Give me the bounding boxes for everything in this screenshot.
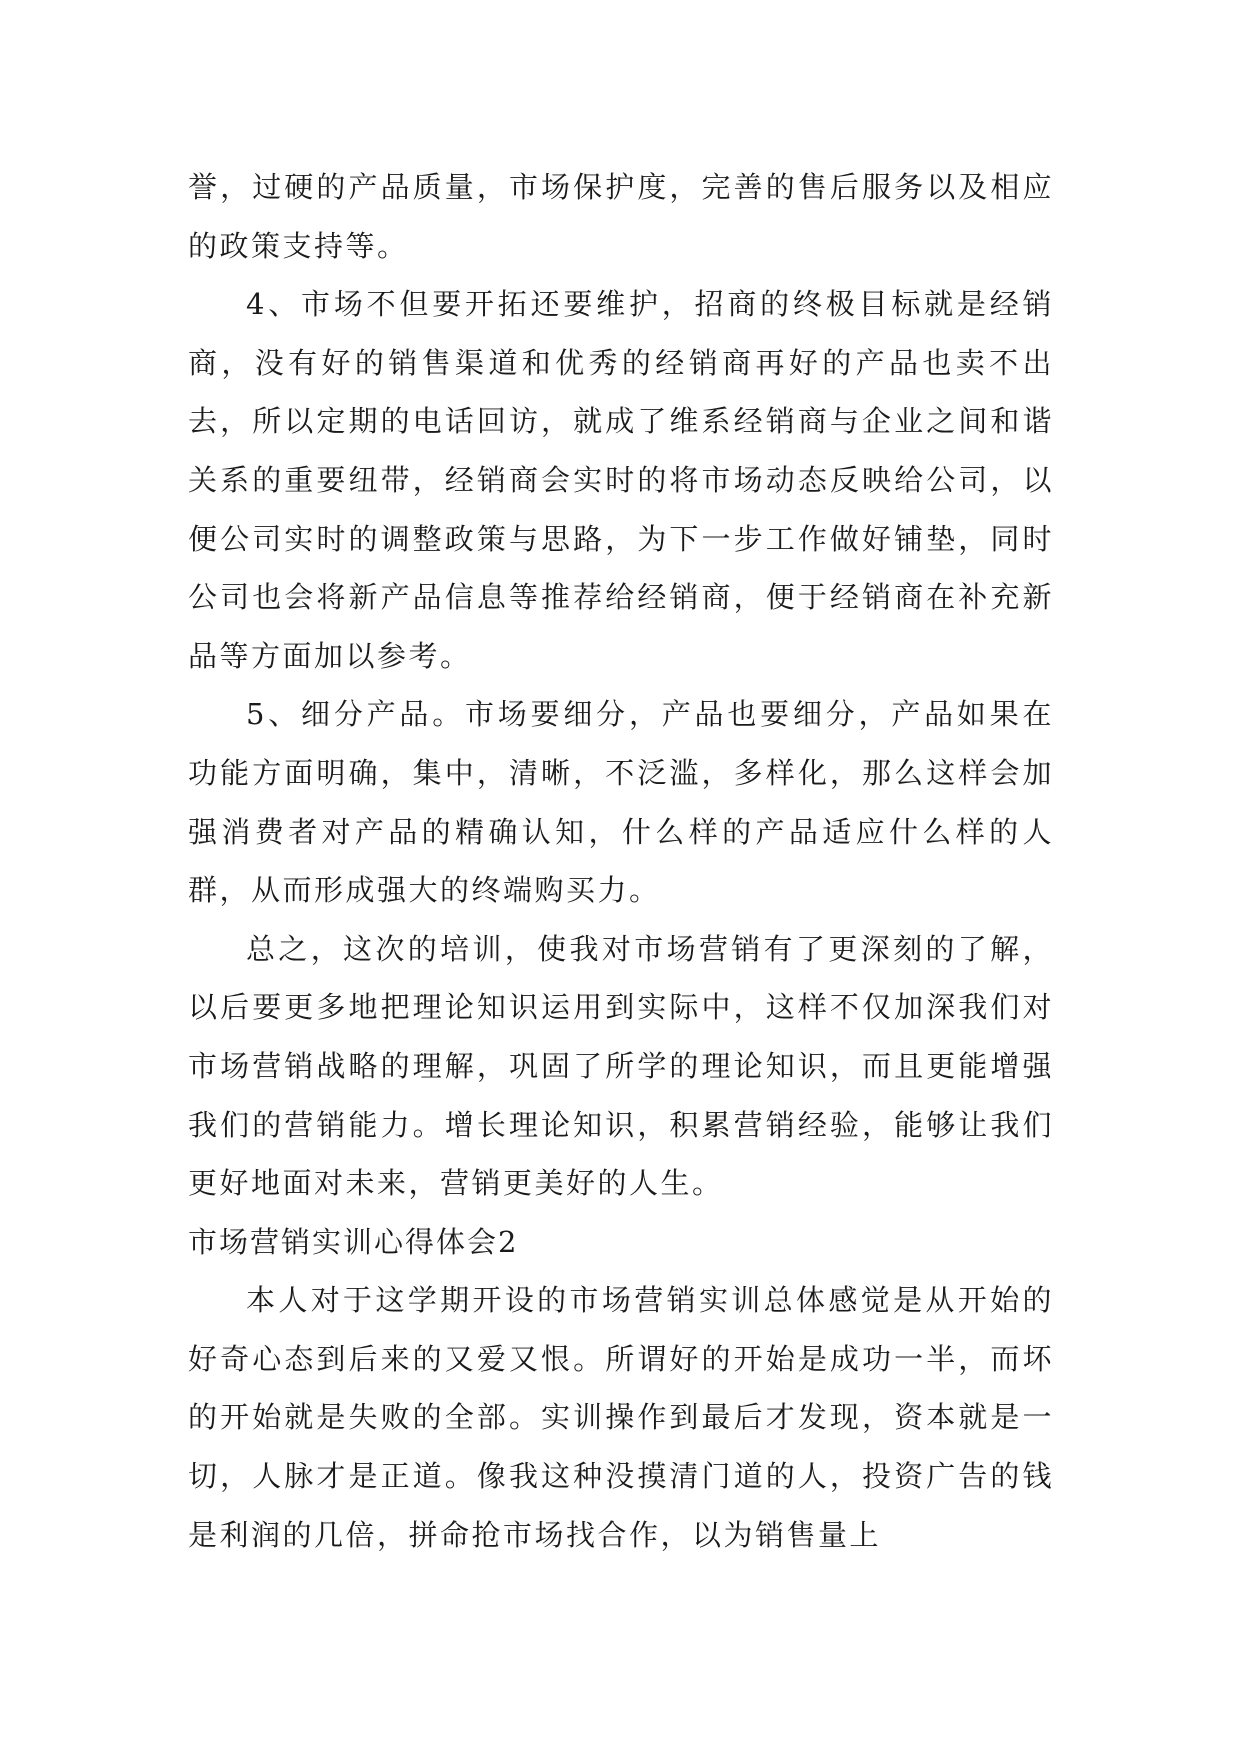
paragraph-point-4: 4、市场不但要开拓还要维护，招商的终极目标就是经销商，没有好的销售渠道和优秀的经销商再好的产品也卖不出去，所以定期的电话回访，就成了维系经销商与企业之间和谐关系的重要纽带，经销商会实时的将市场动态反映给公司，以便公司实时的调整政策与思路，为下一步工作做好铺垫，同时公司也会将新产品信息等推荐给经销商，便于经销商在补充新品等方面加以参考。	[188, 287, 1054, 673]
section-heading: 市场营销实训心得体会2	[188, 1224, 519, 1259]
paragraph-point-5: 5、细分产品。市场要细分，产品也要细分，产品如果在功能方面明确，集中，清晰，不泛滥，多样化，那么这样会加强消费者对产品的精确认知，什么样的产品适应什么样的人群，从而形成强大的终端购买力。	[188, 697, 1054, 908]
document-body	[188, 158, 1054, 1564]
paragraph-section2-intro: 本人对于这学期开设的市场营销实训总体感觉是从开始的好奇心态到后来的又爱又恨。所谓好的开始是成功一半，而坏的开始就是失败的全部。实训操作到最后才发现，资本就是一切，人脉才是正道。像我这种没摸清门道的人，投资广告的钱是利润的几倍，拼命抢市场找合作，以为销售量上	[188, 1283, 1054, 1552]
paragraph-conclusion: 总之，这次的培训，使我对市场营销有了更深刻的了解，以后要更多地把理论知识运用到实际中，这样不仅加深我们对市场营销战略的理解，巩固了所学的理论知识，而且更能增强我们的营销能力。增长理论知识，积累营销经验，能够让我们更好地面对未来，营销更美好的人生。	[188, 931, 1054, 1201]
paragraph-continuation: 誉，过硬的产品质量，市场保护度，完善的售后服务以及相应的政策支持等。	[188, 170, 1054, 263]
